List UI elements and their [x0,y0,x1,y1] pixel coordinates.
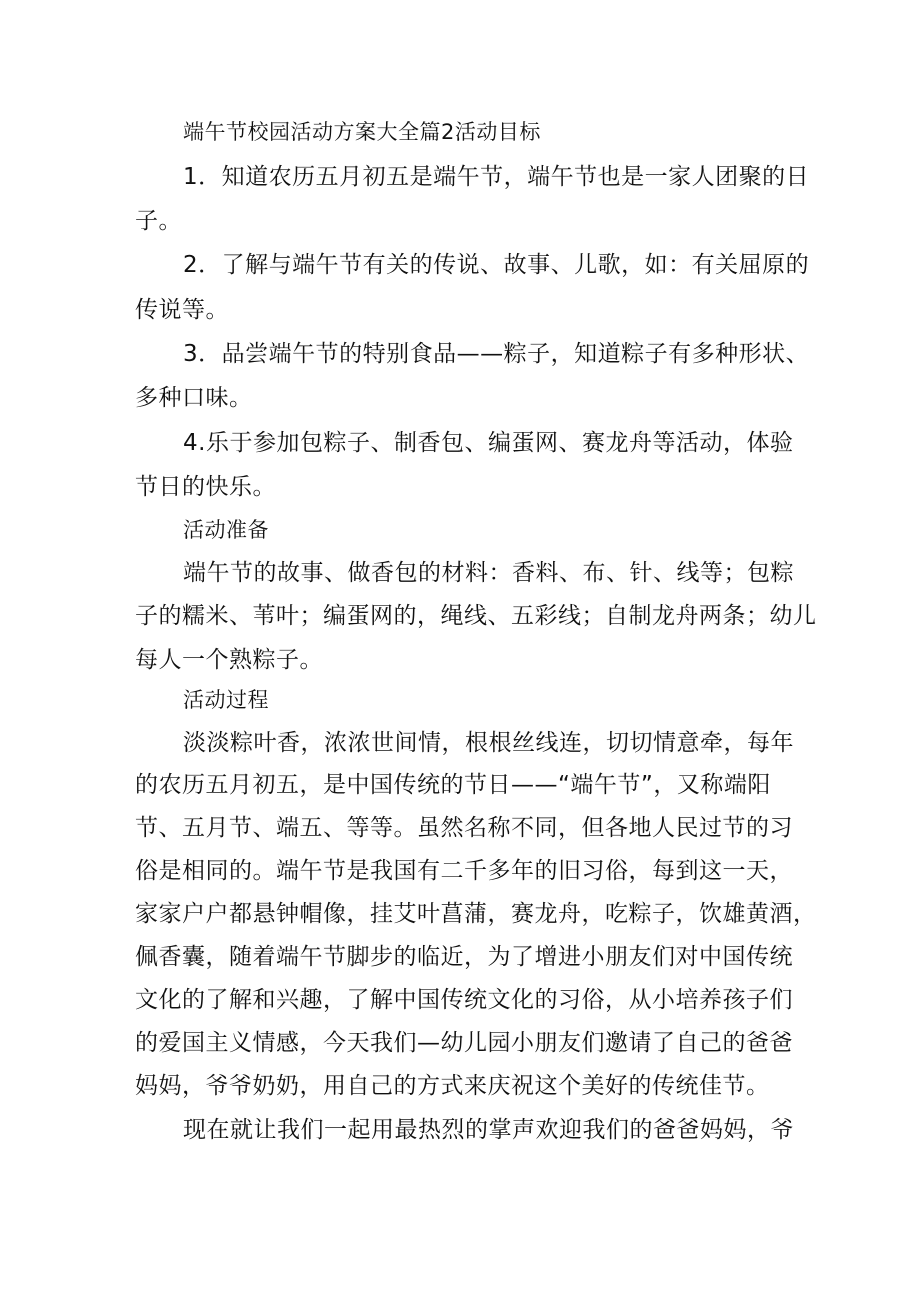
goal-4-line-2: 节日的快乐。 [135,474,276,500]
document-title: 端午节校园活动方案大全篇2活动目标 [183,120,541,144]
process-line: 文化的了解和兴趣，了解中国传统文化的习俗，从小培养孩子们 [135,987,793,1013]
prep-heading: 活动准备 [183,518,269,542]
closing-line: 现在就让我们一起用最热烈的掌声欢迎我们的爸爸妈妈，爷 [183,1117,794,1143]
process-line: 淡淡粽叶香，浓浓世间情，根根丝线连，切切情意牵，每年 [183,730,794,756]
process-line: 节、五月节、端五、等等。虽然名称不同，但各地人民过节的习 [135,815,793,841]
goal-2-line-1: 2．了解与端午节有关的传说、故事、儿歌，如：有关屈原的 [183,252,810,278]
goal-3-line-2: 多种口味。 [135,385,253,411]
goal-2-line-2: 传说等。 [135,297,229,323]
prep-line: 子的糯米、苇叶；编蛋网的，绳线、五彩线；自制龙舟两条；幼儿 [135,603,817,629]
prep-line: 每人一个熟粽子。 [135,647,323,673]
process-line: 的农历五月初五，是中国传统的节日——“端午节”，又称端阳 [135,772,771,798]
process-line: 的爱国主义情感，今天我们—幼儿园小朋友们邀请了自己的爸爸 [135,1030,793,1056]
goal-1-line-1: 1．知道农历五月初五是端午节，端午节也是一家人团聚的日 [183,164,810,190]
process-line: 妈妈，爷爷奶奶，用自己的方式来庆祝这个美好的传统佳节。 [135,1073,770,1099]
prep-line: 端午节的故事、做香包的材料：香料、布、针、线等；包粽 [183,560,794,586]
goal-1-line-2: 子。 [135,208,182,234]
process-heading: 活动过程 [183,688,269,712]
process-line: 家家户户都悬钟帽像，挂艾叶菖蒲，赛龙舟，吃粽子，饮雄黄酒， [135,901,817,927]
process-line: 佩香囊，随着端午节脚步的临近，为了增进小朋友们对中国传统 [135,944,793,970]
goal-4-line-1: 4.乐于参加包粽子、制香包、编蛋网、赛龙舟等活动，体验 [183,430,794,456]
process-line: 俗是相同的。端午节是我国有二千多年的旧习俗，每到这一天， [135,858,793,884]
goal-3-line-1: 3．品尝端午节的特别食品——粽子，知道粽子有多种形状、 [183,341,810,367]
